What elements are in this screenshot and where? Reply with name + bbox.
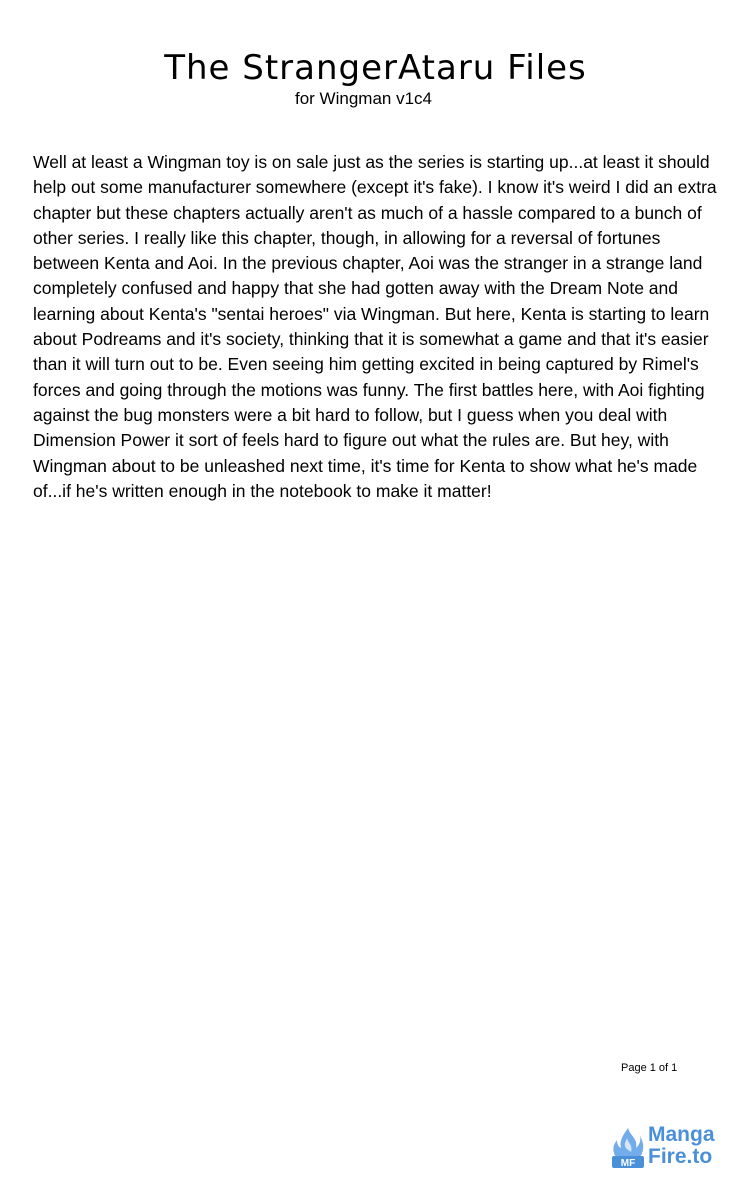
body-paragraph: Well at least a Wingman toy is on sale just as the series is starting up...at least it should help out some manufacturer somewhere (except it's fake). I know it's weird I did an extra chapter but these chapters actually aren't as much of a hassle compared to a bunch of other series. I really like this chapter, though, in allowing for a reversal of fortunes between Kenta and Aoi. In the previous chapter, Aoi was the stranger in a strange land completely confused and happy that she had gotten away with the Dream Note and learning about Kenta's "sentai heroes" via Wingman. But here, Kenta is starting to learn about Podreams and it's society, thinking that it is somewhat a game and that it's easier than it will turn out to be. Even seeing him getting excited in being captured by Rimel's forces and going through the motions was funny. The first battles here, with Aoi fighting against the bug monsters were a bit hard to follow, but I guess when you deal with Dimension Power it sort of feels hard to figure out what the rules are. But hey, with Wingman about to be unleashed next time, it's time for Kenta to show what he's made of...if he's written enough in the notebook to make it matter! <box>33 152 717 501</box>
document-title: The StrangerAtaru Files <box>164 48 587 88</box>
watermark-line-2: Fire.to <box>648 1145 713 1168</box>
flame-logo-icon <box>610 1126 646 1170</box>
watermark-line-1: Manga <box>648 1123 715 1146</box>
svg-text:MF: MF <box>620 1158 636 1169</box>
body-text <box>33 150 723 504</box>
page-number: Page 1 of 1 <box>621 1062 678 1074</box>
mangafire-watermark <box>610 1124 730 1172</box>
document-subtitle: for Wingman v1c4 <box>295 89 432 108</box>
